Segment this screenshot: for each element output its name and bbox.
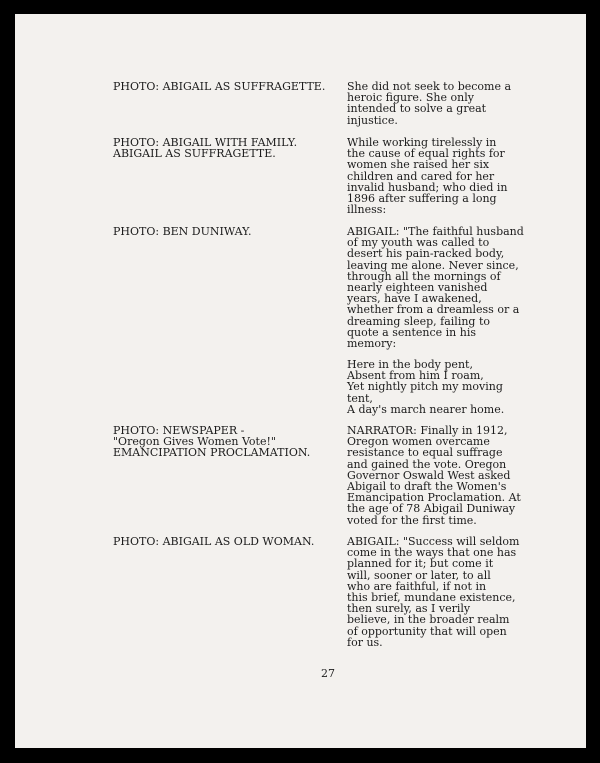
narration-text: She did not seek to become a heroic figure. She only intended to solve a great injustice. (347, 80, 512, 127)
narration-text: While working tirelessly in the cause of equal rights for women she raised her six children and cared for her invalid husband; who died in 1896 after suffering a long illness: (347, 136, 508, 217)
visual-cue: PHOTO: ABIGAIL AS SUFFRAGETTE. (113, 80, 326, 93)
page-number: 27 (321, 667, 335, 680)
visual-cue: PHOTO: ABIGAIL WITH FAMILY. ABIGAIL AS SUFFRAGETTE. (113, 136, 298, 161)
visual-cue: PHOTO: ABIGAIL AS OLD WOMAN. (113, 535, 315, 548)
narration-text: ABIGAIL: "Success will seldom come in the ways that one has planned for it; but come it will, sooner or later, to all who are faithful, if not in this brief, mundane existence, then surely, as I verily believe, in the broader realm of opportunity that will open for us. (347, 535, 520, 649)
verse-text: Here in the body pent, Absent from him I roam, Yet nightly pitch my moving tent, A day's march nearer home. (347, 358, 505, 416)
narration-text: ABIGAIL: "The faithful husband of my youth was called to desert his pain-racked body, leaving me alone. Never since, through all the mornings of nearly eighteen vanished years, have I awakened, whether from a dreamless or a dreaming sleep, failing to quote a sentence in his memory: (347, 225, 524, 351)
document-page (15, 14, 586, 748)
visual-cue: PHOTO: BEN DUNIWAY. (113, 225, 252, 238)
visual-cue: PHOTO: NEWSPAPER - "Oregon Gives Women Vote!" EMANCIPATION PROCLAMATION. (113, 424, 311, 460)
narration-text: NARRATOR: Finally in 1912, Oregon women overcame resistance to equal suffrage and gained the vote. Oregon Governor Oswald West asked Abigail to draft the Women's Emancipation Proclamation. At the age of 78 Abigail Duniway voted for the first time. (347, 424, 521, 527)
